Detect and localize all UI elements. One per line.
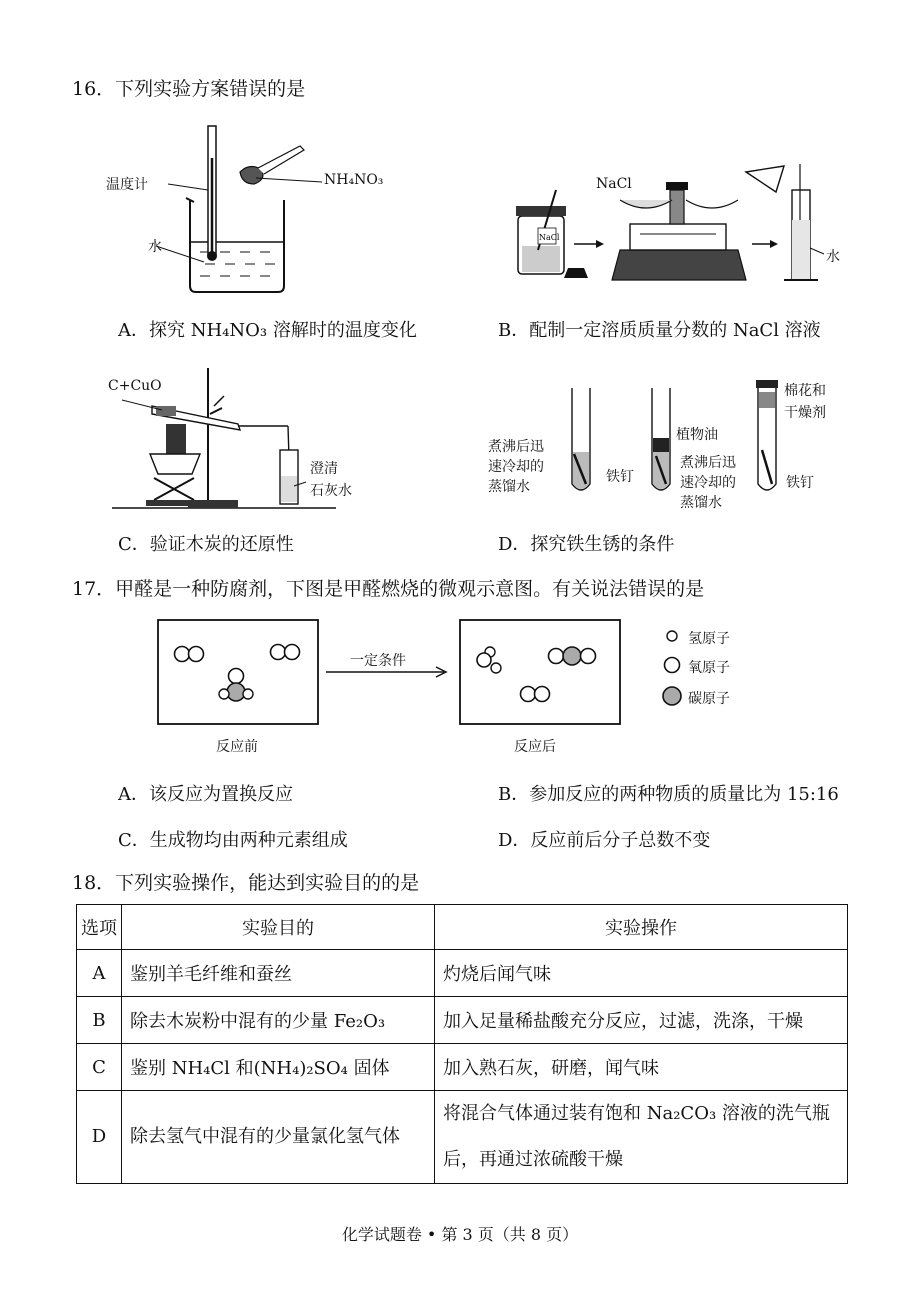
label-cotton-1: 棉花和 bbox=[784, 383, 826, 399]
q16-option-a: A．探究 NH₄NO₃ 溶解时的温度变化 bbox=[118, 320, 417, 341]
svg-text:NaCl: NaCl bbox=[539, 233, 560, 242]
label-water-d1-3: 蒸馏水 bbox=[488, 479, 530, 495]
legend-oxygen: 氧原子 bbox=[688, 660, 730, 676]
label-cotton-2: 干燥剂 bbox=[784, 405, 826, 421]
cell-option: C bbox=[77, 1044, 122, 1091]
label-before-reaction: 反应前 bbox=[216, 739, 258, 755]
legend-carbon: 碳原子 bbox=[688, 691, 730, 707]
cell-purpose: 除去氢气中混有的少量氯化氢气体 bbox=[122, 1091, 435, 1184]
label-water-d1-2: 速冷却的 bbox=[488, 459, 544, 475]
label-water-d2-2: 速冷却的 bbox=[680, 475, 736, 491]
cell-option: D bbox=[77, 1091, 122, 1184]
label-limewater-2: 石灰水 bbox=[310, 483, 352, 499]
header-purpose: 实验目的 bbox=[122, 905, 435, 950]
label-water-d2-3: 蒸馏水 bbox=[680, 495, 722, 511]
label-vegetable-oil: 植物油 bbox=[676, 427, 718, 443]
cell-operation: 将混合气体通过装有饱和 Na₂CO₃ 溶液的洗气瓶后，再通过浓硫酸干燥 bbox=[435, 1091, 848, 1184]
legend-hydrogen: 氢原子 bbox=[688, 631, 730, 647]
table-header-row bbox=[77, 905, 848, 950]
figure-b-solution-preparation bbox=[508, 160, 848, 290]
cell-purpose: 除去木炭粉中混有的少量 Fe₂O₃ bbox=[122, 997, 435, 1044]
q18-stem: 18．下列实验操作，能达到实验目的的是 bbox=[72, 872, 420, 894]
q17-stem: 17．甲醛是一种防腐剂，下图是甲醛燃烧的微观示意图。有关说法错误的是 bbox=[72, 578, 705, 600]
label-after-reaction: 反应后 bbox=[514, 739, 556, 755]
table-row bbox=[77, 1044, 848, 1091]
label-nail-1: 铁钉 bbox=[606, 469, 634, 485]
cell-operation: 灼烧后闻气味 bbox=[435, 950, 848, 997]
label-condition: 一定条件 bbox=[350, 653, 406, 669]
cell-purpose: 鉴别 NH₄Cl 和(NH₄)₂SO₄ 固体 bbox=[122, 1044, 435, 1091]
q17-option-d: D．反应前后分子总数不变 bbox=[498, 830, 711, 851]
q17-option-b: B．参加反应的两种物质的质量比为 15:16 bbox=[498, 784, 839, 805]
q17-option-c: C．生成物均由两种元素组成 bbox=[118, 830, 348, 851]
table-row bbox=[77, 997, 848, 1044]
label-nh4no3: NH₄NO₃ bbox=[324, 172, 384, 188]
label-nacl: NaCl bbox=[596, 176, 632, 192]
q16-option-b: B．配制一定溶质质量分数的 NaCl 溶液 bbox=[498, 320, 821, 341]
figure-d-iron-rusting-tubes bbox=[560, 378, 780, 508]
label-limewater-1: 澄清 bbox=[310, 461, 338, 477]
cell-option: B bbox=[77, 997, 122, 1044]
cell-operation: 加入足量稀盐酸充分反应，过滤，洗涤，干燥 bbox=[435, 997, 848, 1044]
q16-option-c: C．验证木炭的还原性 bbox=[118, 534, 294, 555]
label-water-b: 水 bbox=[826, 249, 840, 265]
label-water-d2-1: 煮沸后迅 bbox=[680, 455, 736, 471]
q17-option-a: A．该反应为置换反应 bbox=[118, 784, 293, 805]
page-footer: 化学试题卷 • 第 3 页（共 8 页） bbox=[341, 1225, 579, 1244]
header-operation: 实验操作 bbox=[435, 905, 848, 950]
q16-option-d: D．探究铁生锈的条件 bbox=[498, 534, 675, 555]
label-nail-2: 铁钉 bbox=[786, 475, 814, 491]
table-row bbox=[77, 950, 848, 997]
cell-option: A bbox=[77, 950, 122, 997]
label-c-cuo: C+CuO bbox=[108, 378, 162, 394]
q16-stem: 16．下列实验方案错误的是 bbox=[72, 78, 306, 100]
cell-purpose: 鉴别羊毛纤维和蚕丝 bbox=[122, 950, 435, 997]
figure-a-thermometer-beaker bbox=[90, 118, 410, 298]
cell-operation: 加入熟石灰，研磨，闻气味 bbox=[435, 1044, 848, 1091]
label-thermometer: 温度计 bbox=[106, 177, 148, 193]
table-row bbox=[77, 1091, 848, 1184]
header-option: 选项 bbox=[77, 905, 122, 950]
q18-table bbox=[76, 904, 848, 1184]
label-water-d1-1: 煮沸后迅 bbox=[488, 439, 544, 455]
label-water-a: 水 bbox=[148, 239, 162, 255]
